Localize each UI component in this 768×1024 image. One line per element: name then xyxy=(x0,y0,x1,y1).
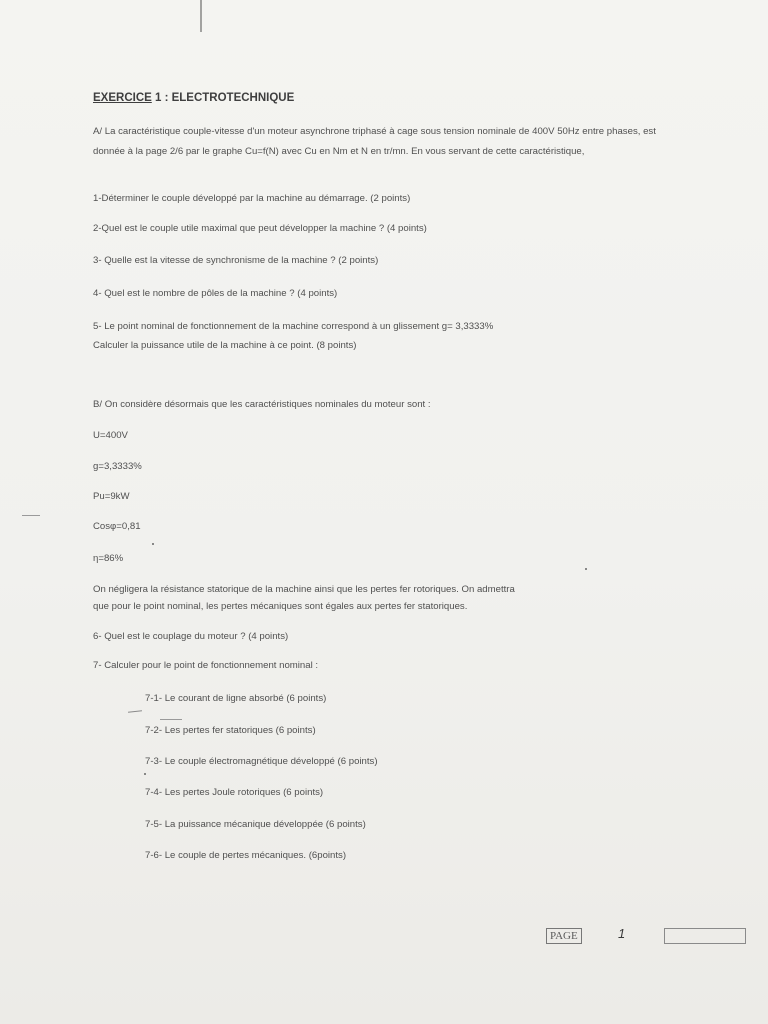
value-power-factor: Cosφ=0,81 xyxy=(93,521,141,532)
question-5-line-1: 5- Le point nominal de fonctionnement de la machine correspond à un glissement g= 3,3333% xyxy=(93,321,494,332)
value-slip: g=3,3333% xyxy=(93,461,142,472)
value-useful-power: Pu=9kW xyxy=(93,491,130,502)
sub-question-7-4: 7-4- Les pertes Joule rotoriques (6 points) xyxy=(145,787,324,798)
question-7: 7- Calculer pour le point de fonctionnement nominal : xyxy=(93,660,319,671)
value-efficiency: η=86% xyxy=(93,553,124,564)
pencil-mark xyxy=(22,515,40,516)
question-5 xyxy=(93,317,493,355)
question-2: 2-Quel est le couple utile maximal que peut développer la machine ? (4 points) xyxy=(93,223,427,234)
page-label: PAGE xyxy=(546,928,582,944)
exercise-title xyxy=(93,92,294,104)
pencil-mark xyxy=(160,719,182,720)
sub-question-7-6: 7-6- Le couple de pertes mécaniques. (6points) xyxy=(145,850,347,861)
question-6: 6- Quel est le couplage du moteur ? (4 points) xyxy=(93,631,289,642)
part-b-intro: B/ On considère désormais que les caractéristiques nominales du moteur sont : xyxy=(93,399,431,410)
page-number: 1 xyxy=(618,926,626,941)
exercise-title-rest: 1 : ELECTROTECHNIQUE xyxy=(151,92,295,104)
note-line-2: que pour le point nominal, les pertes mécaniques sont égales aux pertes fer statoriques. xyxy=(93,601,468,612)
sub-question-7-3: 7-3- Le couple électromagnétique développé (6 points) xyxy=(145,756,378,767)
ink-dot xyxy=(152,543,154,545)
page-number-box xyxy=(546,928,746,944)
question-5-line-2: Calculer la puissance utile de la machine à ce point. (8 points) xyxy=(93,340,357,351)
value-voltage: U=400V xyxy=(93,430,128,441)
question-1: 1-Déterminer le couple développé par la machine au démarrage. (2 points) xyxy=(93,193,411,204)
question-3: 3- Quelle est la vitesse de synchronisme de la machine ? (2 points) xyxy=(93,255,379,266)
paper-crease xyxy=(200,0,202,32)
sub-question-7-1: 7-1- Le courant de ligne absorbé (6 points) xyxy=(145,693,327,704)
exercise-title-underlined: EXERCICE xyxy=(93,92,152,104)
page-total-field xyxy=(664,928,746,944)
pencil-mark xyxy=(128,710,142,712)
sub-question-7-2: 7-2- Les pertes fer statoriques (6 points) xyxy=(145,725,316,736)
note-line-1: On négligera la résistance statorique de la machine ainsi que les pertes fer rotoriques. On admettra xyxy=(93,584,515,595)
sub-question-7-5: 7-5- La puissance mécanique développée (6 points) xyxy=(145,819,366,830)
part-a-intro: A/ La caractéristique couple-vitesse d'un moteur asynchrone triphasé à cage sous tension nominale de 400V 50Hz entre phases, est donnée à la page 2/6 par le graphe Cu=f(N) avec Cu en Nm et N en tr/mn. En vous servant de cette caractéristique, xyxy=(93,126,656,157)
ink-dot xyxy=(144,773,146,775)
question-4: 4- Quel est le nombre de pôles de la machine ? (4 points) xyxy=(93,288,338,299)
ink-dot xyxy=(585,568,587,570)
